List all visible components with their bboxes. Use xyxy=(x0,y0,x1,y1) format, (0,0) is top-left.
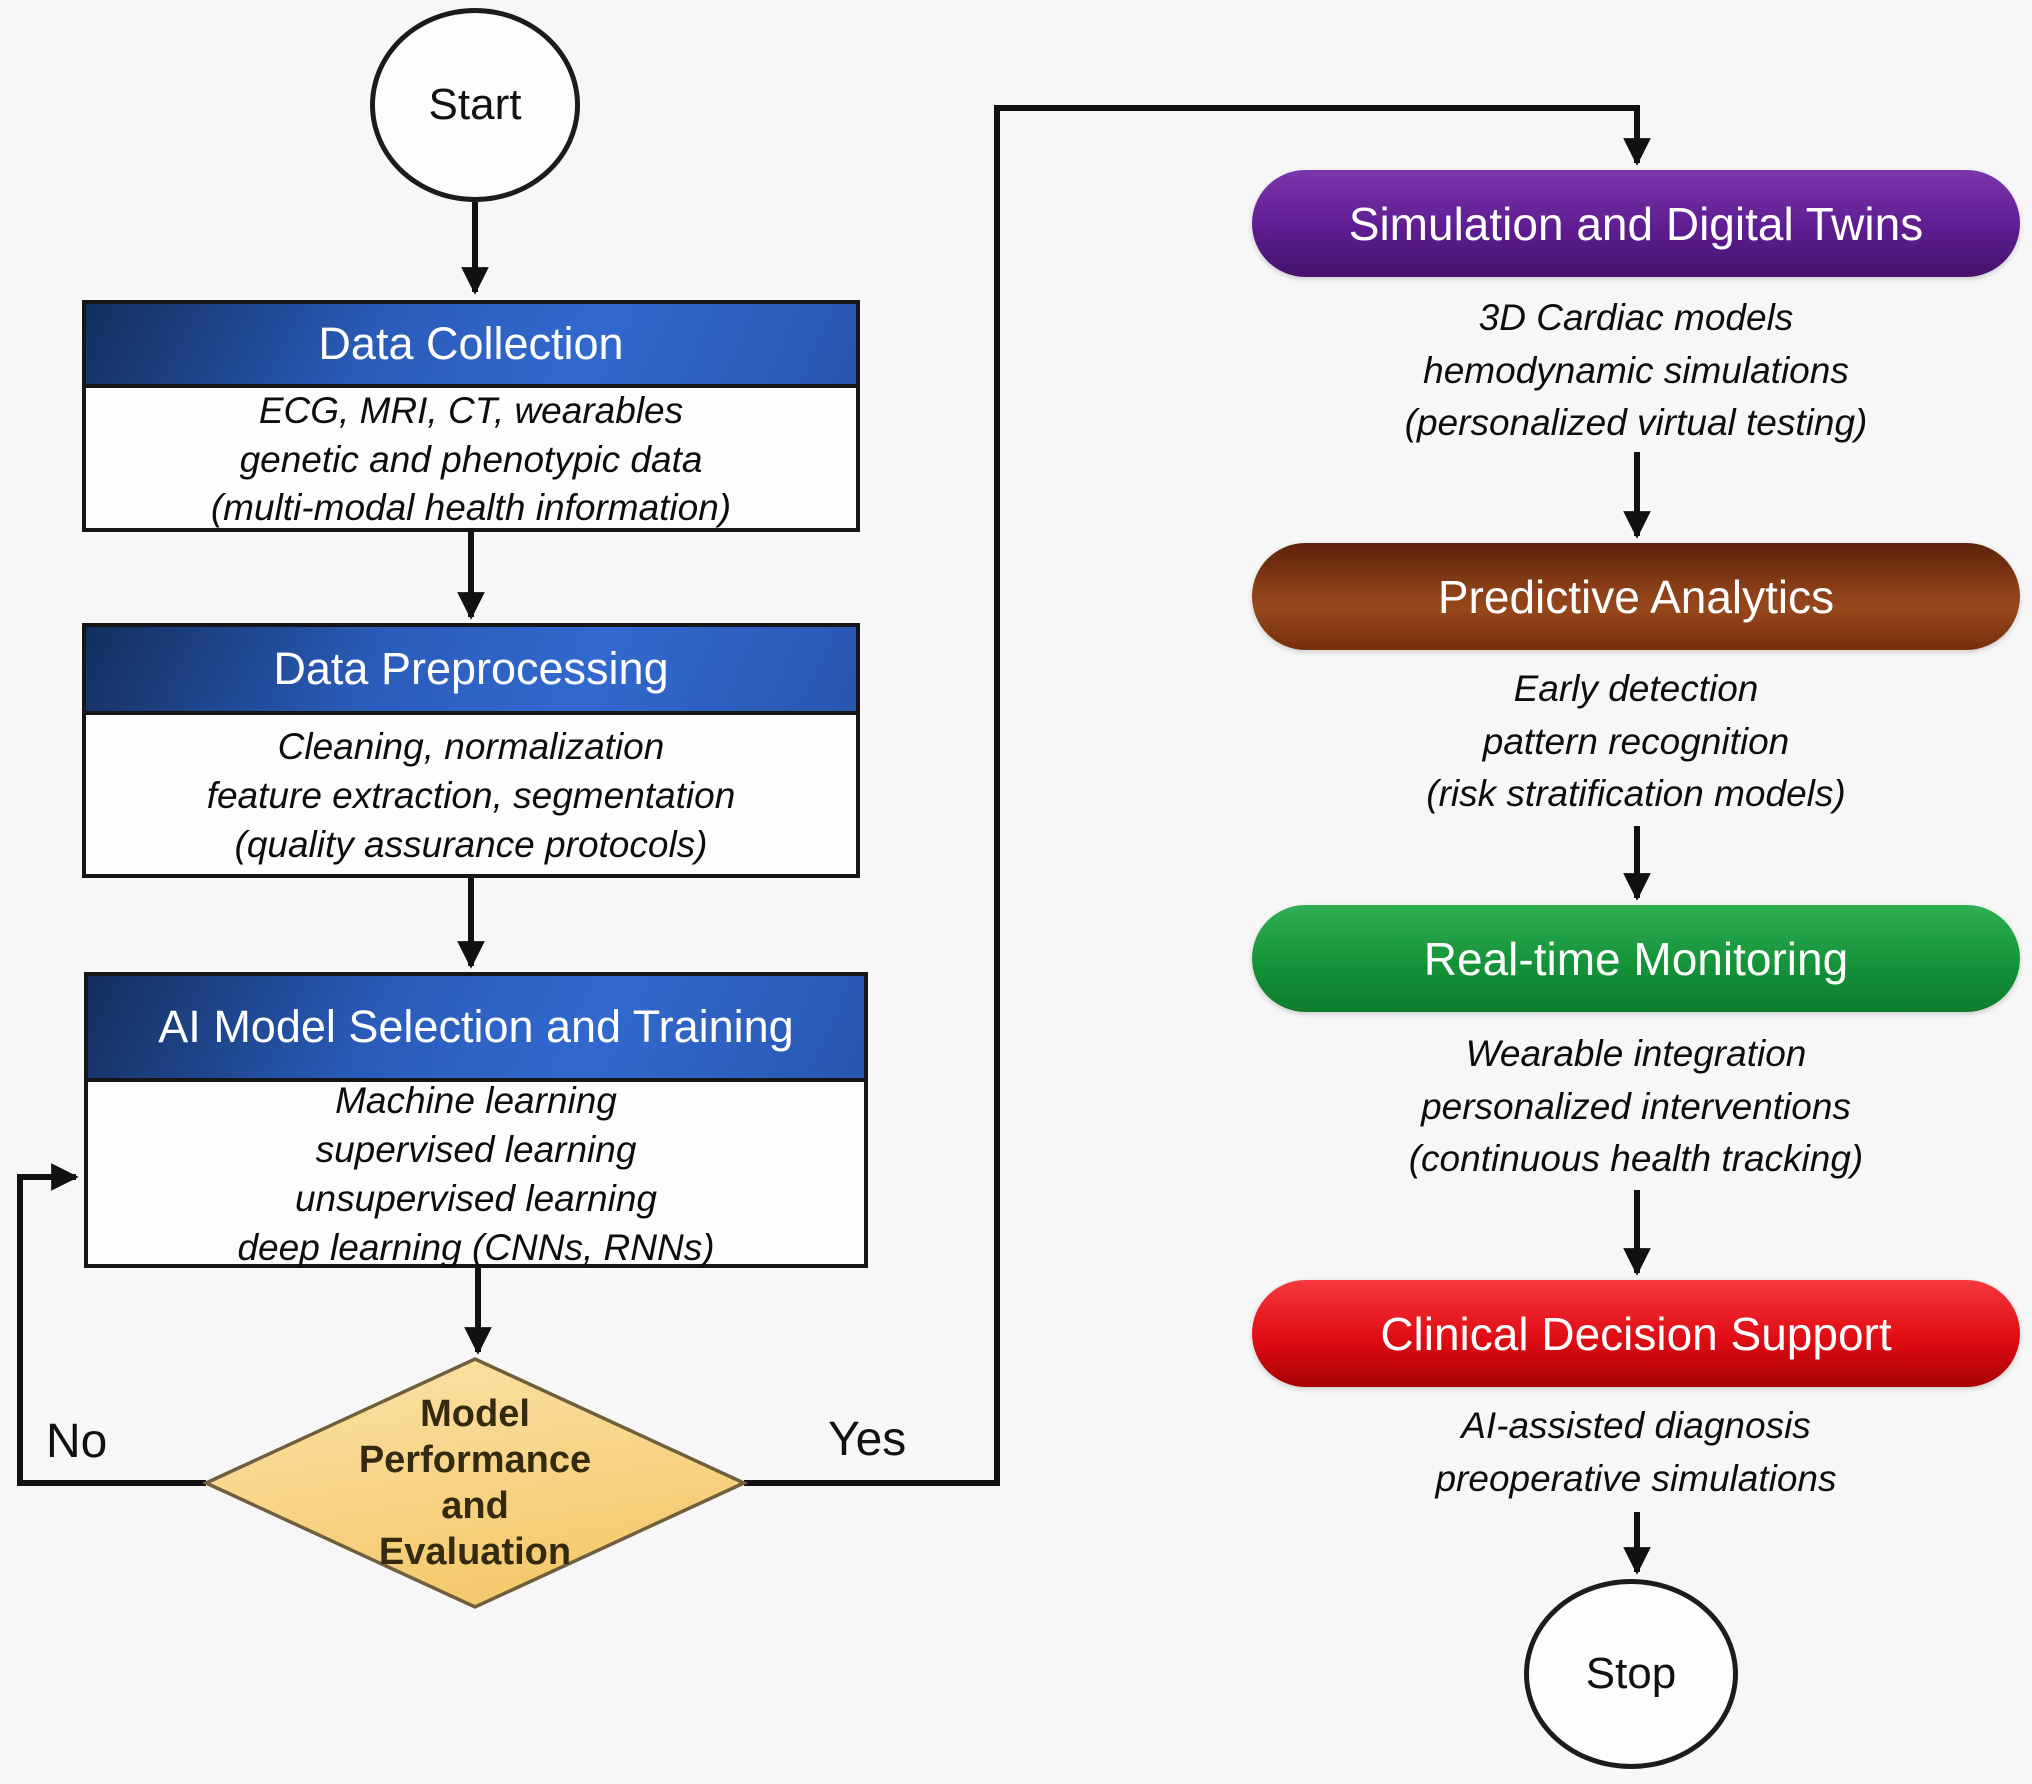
process-ai-model-selection-training xyxy=(84,972,868,1268)
process-data-collection xyxy=(82,300,860,532)
stage-title: Predictive Analytics xyxy=(1437,570,1835,623)
detail-line: personalized interventions xyxy=(1421,1085,1851,1127)
stage-clinical-decision-support xyxy=(1252,1280,2020,1387)
start-node xyxy=(370,8,580,202)
detail-line: hemodynamic simulations xyxy=(1423,349,1849,391)
detail-line: supervised learning xyxy=(315,1129,637,1171)
stage-details xyxy=(1252,292,2020,450)
stage-title: Real-time Monitoring xyxy=(1423,932,1849,985)
detail-line: deep learning (CNNs, RNNs) xyxy=(237,1226,715,1268)
decision-line: Evaluation xyxy=(378,1530,572,1573)
process-title: Data Preprocessing xyxy=(86,627,856,715)
stop-label: Stop xyxy=(1585,1649,1677,1698)
edge-label-no: No xyxy=(46,1415,108,1468)
detail-line: AI-assisted diagnosis xyxy=(1461,1405,1811,1446)
process-data-preprocessing xyxy=(82,623,860,878)
detail-line: (personalized virtual testing) xyxy=(1404,402,1868,444)
decision-line: Model xyxy=(420,1393,530,1435)
stage-title: Clinical Decision Support xyxy=(1380,1307,1892,1360)
start-label: Start xyxy=(428,80,522,129)
detail-line: preoperative simulations xyxy=(1435,1457,1837,1499)
stage-details xyxy=(1252,1400,2020,1505)
decision-line: Performance xyxy=(358,1438,592,1481)
decision-text xyxy=(325,1392,625,1576)
detail-line: Early detection xyxy=(1513,668,1759,709)
detail-line: genetic and phenotypic data xyxy=(239,438,703,480)
stage-details xyxy=(1252,663,2020,821)
edge-label-yes: Yes xyxy=(828,1413,907,1466)
process-title: AI Model Selection and Training xyxy=(88,976,864,1082)
detail-line: (risk stratification models) xyxy=(1426,773,1846,815)
detail-line: Cleaning, normalization xyxy=(277,726,665,768)
stage-title: Simulation and Digital Twins xyxy=(1348,197,1924,250)
detail-line: 3D Cardiac models xyxy=(1478,297,1794,338)
stage-simulation-digital-twins xyxy=(1252,170,2020,277)
stop-node xyxy=(1524,1579,1738,1769)
detail-line: Wearable integration xyxy=(1465,1033,1807,1074)
stage-real-time-monitoring xyxy=(1252,905,2020,1012)
detail-line: Machine learning xyxy=(335,1080,617,1122)
detail-line: pattern recognition xyxy=(1482,720,1790,762)
detail-line: (quality assurance protocols) xyxy=(234,823,708,865)
process-details xyxy=(86,388,856,532)
decision-line: and xyxy=(441,1484,509,1527)
detail-line: feature extraction, segmentation xyxy=(206,775,736,817)
detail-line: ECG, MRI, CT, wearables xyxy=(258,389,684,431)
detail-line: (continuous health tracking) xyxy=(1408,1138,1864,1180)
stage-predictive-analytics xyxy=(1252,543,2020,650)
process-details xyxy=(88,1082,864,1268)
detail-line: (multi-modal health information) xyxy=(210,487,732,529)
process-details xyxy=(86,715,856,878)
process-title: Data Collection xyxy=(86,304,856,388)
detail-line: unsupervised learning xyxy=(294,1178,657,1219)
stage-details xyxy=(1252,1028,2020,1186)
